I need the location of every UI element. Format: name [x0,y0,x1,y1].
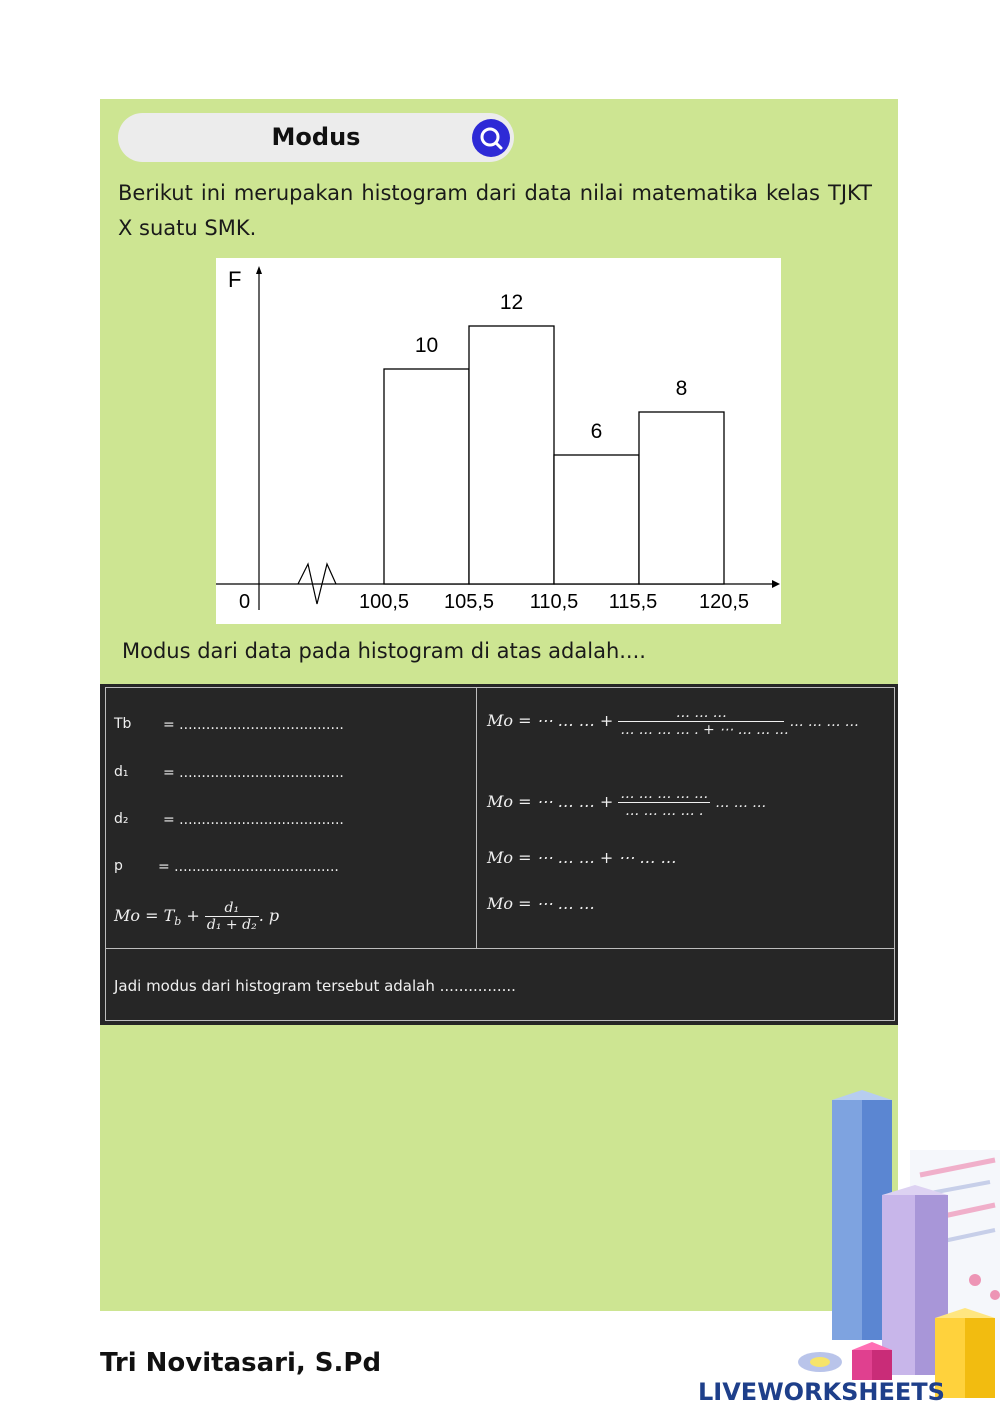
x-tick-label: 115,5 [608,591,658,613]
conclusion-text[interactable]: Jadi modus dari histogram tersebut adalah ................ [114,977,516,995]
histogram-bar [639,412,724,584]
bar-value-label: 12 [499,291,524,314]
histogram-chart [216,258,781,624]
origin-label: 0 [239,591,251,613]
x-axis-arrow [772,580,780,588]
column-divider [476,688,477,948]
histogram-svg [216,258,781,624]
histogram-bar [554,455,639,584]
mode-formula: $Mo = T_b$ + $\frac{\text{d₁}}{\text{d₁ + d₂}}$ . p [114,900,280,933]
question-text: Modus dari data pada histogram di atas adalah.... [122,639,646,663]
step1-fraction: $\frac{\dots \dots \dots}{\dots \dots \dots \dots . + \cdots \dots \dots \dots}$ [620,705,789,738]
histogram-bar [384,369,469,584]
bar-value-label: 8 [675,377,688,400]
bar-value-label: 10 [414,334,439,357]
step4-formula[interactable]: Mo = ⋯ … … [487,894,595,913]
histogram-bar [469,326,554,584]
step2-formula[interactable]: Mo = ⋯ … … + $\frac{\dots \dots \dots \dots \dots}{\dots \dots \dots \dots .}$ … … … [487,786,767,819]
d1-label: d₁ [114,764,129,780]
d2-label: d₂ [114,811,129,827]
x-tick-label: 105,5 [443,591,495,613]
bar-value-label: 6 [590,420,603,443]
formula-fraction: $\frac{\text{d₁}}{\text{d₁ + d₂}}$ [206,900,257,933]
y-axis-arrow [256,266,262,274]
p-input[interactable]: = ..................................... [158,859,339,875]
step3-formula[interactable]: Mo = ⋯ … … + ⋯ … … [487,848,677,867]
brand-logo[interactable]: LIVEWORKSHEETS [698,1378,945,1406]
search-icon[interactable] [472,119,510,157]
title-pill [118,113,514,162]
d1-input[interactable]: = ..................................... [163,765,344,781]
d2-input[interactable]: = ..................................... [163,812,344,828]
p-label: p [114,858,123,874]
intro-text: Berikut ini merupakan histogram dari data nilai matematika kelas TJKT X suatu SMK. [118,181,872,240]
tb-input[interactable]: = ..................................... [163,717,344,733]
step1-formula[interactable]: Mo = ⋯ … … + $\frac{\dots \dots \dots}{\dots \dots \dots \dots . + \cdots \dots \dots \dots}$ … … … … [487,705,859,738]
x-tick-label: 100,5 [358,591,410,613]
decorative-bar-graphic [760,1080,1000,1414]
tb-label: Tb [114,716,132,732]
author-name: Tri Novitasari, S.Pd [100,1348,382,1378]
page-title: Modus [271,123,361,151]
step2-fraction: $\frac{\dots \dots \dots \dots \dots}{\dots \dots \dots \dots .}$ [620,786,709,819]
x-tick-label: 120,5 [698,591,750,613]
y-axis-label: F [228,267,242,292]
x-tick-label: 110,5 [529,591,579,613]
row-divider [105,948,895,949]
